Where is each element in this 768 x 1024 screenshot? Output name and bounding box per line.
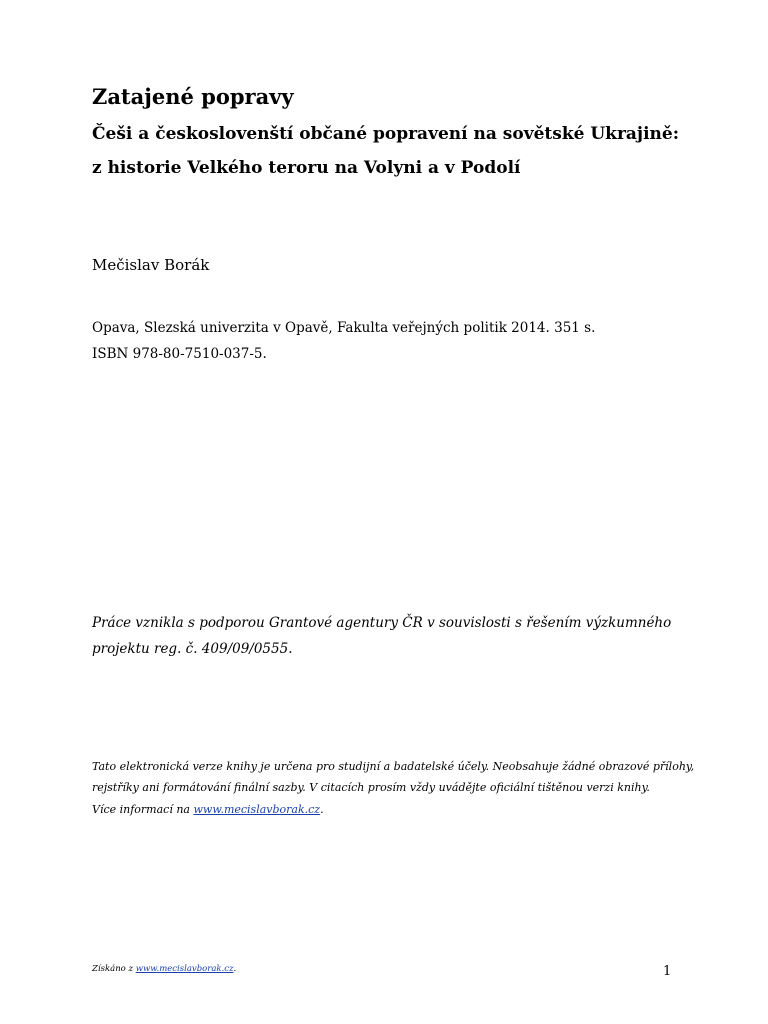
website-link[interactable]: www.mecislavborak.cz — [193, 803, 321, 816]
footer-website-link[interactable]: www.mecislavborak.cz — [135, 964, 234, 974]
book-title: Zatajené popravy — [92, 84, 294, 109]
book-subtitle-line-1: Češi a českoslovenští občané popravení na sovětské Ukrajině: — [92, 124, 679, 144]
edition-note-line-2: rejstříky ani formátování finální sazby. V citacích prosím vždy uvádějte oficiální tištěnou verzi knihy. — [92, 781, 650, 794]
footer-source-text: Získáno z — [92, 964, 136, 974]
more-info-text: Více informací na — [92, 803, 194, 816]
page-number: 1 — [663, 964, 672, 979]
grant-note-line-1: Práce vznikla s podporou Grantové agentury ČR v souvislosti s řešením výzkumného — [92, 615, 672, 631]
more-info-period: . — [320, 803, 324, 816]
footer-source — [92, 964, 236, 974]
publication-info: Opava, Slezská univerzita v Opavě, Fakulta veřejných politik 2014. 351 s. — [92, 320, 596, 336]
edition-note-line-1: Tato elektronická verze knihy je určena pro studijní a badatelské účely. Neobsahuje žádné obrazové přílohy, — [92, 760, 695, 773]
author-name: Mečislav Borák — [92, 256, 210, 274]
edition-note-line-3 — [92, 803, 324, 816]
isbn: ISBN 978-80-7510-037-5. — [92, 346, 267, 362]
grant-note-line-2: projektu reg. č. 409/09/0555. — [92, 641, 293, 657]
footer-source-period: . — [233, 964, 237, 974]
book-subtitle-line-2: z historie Velkého teroru na Volyni a v Podolí — [92, 158, 521, 178]
